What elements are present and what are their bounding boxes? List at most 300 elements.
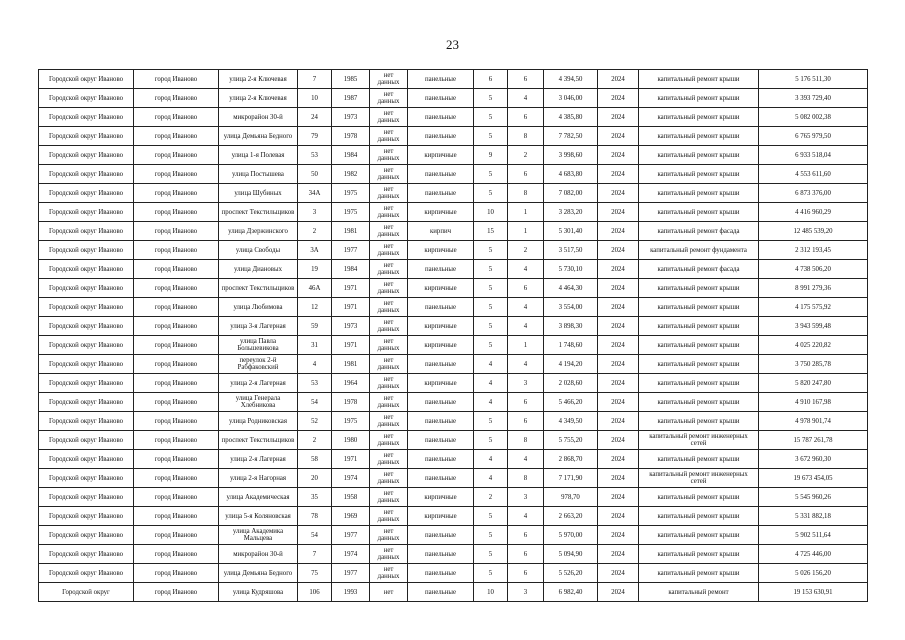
wall-material-cell: кирпичные [408,203,474,222]
wall-material-cell: панельные [408,298,474,317]
table-row [39,583,868,602]
work-type-cell: капитальный ремонт крыши [639,108,759,127]
table-row [39,374,868,393]
entrances-cell: 6 [508,70,544,89]
municipality-cell: Городской округ Иваново [39,70,134,89]
plan-year-cell: 2024 [598,488,639,507]
wall-material-cell: панельные [408,127,474,146]
street-cell: улица Академическая [219,488,298,507]
year-built-cell: 1978 [332,393,370,412]
year-built-cell: 1971 [332,279,370,298]
plan-year-cell: 2024 [598,412,639,431]
settlement-cell: город Иваново [134,469,219,488]
table-row [39,222,868,241]
wall-material-cell: панельные [408,165,474,184]
street-cell: улица Шубиных [219,184,298,203]
area-cell: 1 748,60 [544,336,598,355]
wall-material-cell: панельные [408,450,474,469]
work-type-cell: капитальный ремонт крыши [639,184,759,203]
table-row [39,260,868,279]
entrances-cell: 6 [508,545,544,564]
work-type-cell: капитальный ремонт инженерных сетей [639,469,759,488]
settlement-cell: город Иваново [134,450,219,469]
settlement-cell: город Иваново [134,298,219,317]
work-type-cell: капитальный ремонт крыши [639,412,759,431]
house-number-cell: 19 [298,260,332,279]
plan-year-cell: 2024 [598,241,639,260]
work-type-cell: капитальный ремонт фасада [639,260,759,279]
work-type-cell: капитальный ремонт крыши [639,564,759,583]
table-row [39,393,868,412]
settlement-cell: город Иваново [134,260,219,279]
cost-cell: 2 312 193,45 [759,241,868,260]
municipality-cell: Городской округ Иваново [39,203,134,222]
area-cell: 7 171,90 [544,469,598,488]
table-row [39,431,868,450]
house-number-cell: 46А [298,279,332,298]
year-built-cell: 1980 [332,431,370,450]
cost-cell: 5 176 511,30 [759,70,868,89]
entrances-cell: 4 [508,298,544,317]
street-cell: улица Демьяна Бедного [219,564,298,583]
area-cell: 5 970,00 [544,526,598,545]
area-cell: 4 464,30 [544,279,598,298]
commission-year-cell: нет данных [370,165,408,184]
area-cell: 2 663,20 [544,507,598,526]
commission-year-cell: нет [370,583,408,602]
year-built-cell: 1964 [332,374,370,393]
settlement-cell: город Иваново [134,89,219,108]
commission-year-cell: нет данных [370,241,408,260]
municipality-cell: Городской округ Иваново [39,298,134,317]
settlement-cell: город Иваново [134,564,219,583]
commission-year-cell: нет данных [370,317,408,336]
entrances-cell: 1 [508,222,544,241]
entrances-cell: 4 [508,355,544,374]
commission-year-cell: нет данных [370,488,408,507]
settlement-cell: город Иваново [134,355,219,374]
cost-cell: 6 873 376,00 [759,184,868,203]
settlement-cell: город Иваново [134,317,219,336]
plan-year-cell: 2024 [598,184,639,203]
entrances-cell: 8 [508,431,544,450]
floors-cell: 5 [474,298,508,317]
floors-cell: 5 [474,127,508,146]
commission-year-cell: нет данных [370,127,408,146]
work-type-cell: капитальный ремонт крыши [639,165,759,184]
street-cell: улица Демьяна Бедного [219,127,298,146]
settlement-cell: город Иваново [134,165,219,184]
municipality-cell: Городской округ Иваново [39,469,134,488]
municipality-cell: Городской округ Иваново [39,279,134,298]
plan-year-cell: 2024 [598,70,639,89]
house-number-cell: 54 [298,526,332,545]
plan-year-cell: 2024 [598,450,639,469]
plan-year-cell: 2024 [598,127,639,146]
municipality-cell: Городской округ Иваново [39,393,134,412]
year-built-cell: 1975 [332,412,370,431]
plan-year-cell: 2024 [598,393,639,412]
house-number-cell: 52 [298,412,332,431]
street-cell: улица 2-я Лагерная [219,374,298,393]
year-built-cell: 1987 [332,89,370,108]
street-cell: переулок 2-й Рабфаковский [219,355,298,374]
house-number-cell: 50 [298,165,332,184]
work-type-cell: капитальный ремонт крыши [639,507,759,526]
table-row [39,165,868,184]
area-cell: 6 982,40 [544,583,598,602]
wall-material-cell: панельные [408,70,474,89]
commission-year-cell: нет данных [370,108,408,127]
municipality-cell: Городской округ Иваново [39,564,134,583]
area-cell: 7 082,00 [544,184,598,203]
year-built-cell: 1977 [332,241,370,260]
work-type-cell: капитальный ремонт инженерных сетей [639,431,759,450]
street-cell: улица 1-я Полевая [219,146,298,165]
cost-cell: 4 553 611,60 [759,165,868,184]
cost-cell: 5 082 002,38 [759,108,868,127]
area-cell: 3 898,30 [544,317,598,336]
commission-year-cell: нет данных [370,70,408,89]
area-cell: 3 517,50 [544,241,598,260]
work-type-cell: капитальный ремонт фундамента [639,241,759,260]
entrances-cell: 1 [508,203,544,222]
commission-year-cell: нет данных [370,336,408,355]
cost-cell: 4 025 220,82 [759,336,868,355]
plan-year-cell: 2024 [598,222,639,241]
house-number-cell: 78 [298,507,332,526]
cost-cell: 4 738 506,20 [759,260,868,279]
plan-year-cell: 2024 [598,431,639,450]
municipality-cell: Городской округ Иваново [39,526,134,545]
table-row [39,298,868,317]
house-number-cell: 59 [298,317,332,336]
work-type-cell: капитальный ремонт крыши [639,146,759,165]
floors-cell: 5 [474,165,508,184]
entrances-cell: 4 [508,450,544,469]
plan-year-cell: 2024 [598,507,639,526]
commission-year-cell: нет данных [370,146,408,165]
table-row [39,70,868,89]
area-cell: 3 554,00 [544,298,598,317]
area-cell: 4 394,50 [544,70,598,89]
entrances-cell: 1 [508,336,544,355]
cost-cell: 8 991 279,36 [759,279,868,298]
cost-cell: 4 416 960,29 [759,203,868,222]
table-row [39,336,868,355]
wall-material-cell: кирпичные [408,317,474,336]
table-row [39,488,868,507]
entrances-cell: 8 [508,184,544,203]
house-number-cell: 2 [298,431,332,450]
street-cell: улица Родниковская [219,412,298,431]
entrances-cell: 6 [508,412,544,431]
cost-cell: 5 331 882,18 [759,507,868,526]
street-cell: улица Любимова [219,298,298,317]
house-number-cell: 53 [298,146,332,165]
commission-year-cell: нет данных [370,412,408,431]
municipality-cell: Городской округ [39,583,134,602]
entrances-cell: 8 [508,469,544,488]
floors-cell: 5 [474,184,508,203]
entrances-cell: 4 [508,260,544,279]
plan-year-cell: 2024 [598,564,639,583]
street-cell: улица Академика Мальцева [219,526,298,545]
commission-year-cell: нет данных [370,222,408,241]
wall-material-cell: кирпич [408,222,474,241]
house-number-cell: 34А [298,184,332,203]
house-number-cell: 35 [298,488,332,507]
plan-year-cell: 2024 [598,583,639,602]
wall-material-cell: панельные [408,260,474,279]
table-row [39,507,868,526]
wall-material-cell: панельные [408,583,474,602]
house-number-cell: 12 [298,298,332,317]
work-type-cell: капитальный ремонт крыши [639,127,759,146]
entrances-cell: 6 [508,279,544,298]
municipality-cell: Городской округ Иваново [39,241,134,260]
cost-cell: 3 672 960,30 [759,450,868,469]
plan-year-cell: 2024 [598,317,639,336]
municipality-cell: Городской округ Иваново [39,146,134,165]
table-row [39,545,868,564]
cost-cell: 3 943 599,48 [759,317,868,336]
settlement-cell: город Иваново [134,279,219,298]
municipality-cell: Городской округ Иваново [39,260,134,279]
street-cell: улица Диановых [219,260,298,279]
floors-cell: 4 [474,450,508,469]
municipality-cell: Городской округ Иваново [39,127,134,146]
year-built-cell: 1993 [332,583,370,602]
street-cell: улица Кудряшова [219,583,298,602]
table-row [39,355,868,374]
floors-cell: 4 [474,355,508,374]
entrances-cell: 4 [508,507,544,526]
year-built-cell: 1982 [332,165,370,184]
wall-material-cell: кирпичные [408,279,474,298]
floors-cell: 4 [474,393,508,412]
plan-year-cell: 2024 [598,165,639,184]
table-row [39,184,868,203]
street-cell: микрорайон 30-й [219,108,298,127]
settlement-cell: город Иваново [134,108,219,127]
street-cell: улица 2-я Ключевая [219,89,298,108]
wall-material-cell: панельные [408,89,474,108]
year-built-cell: 1977 [332,526,370,545]
floors-cell: 5 [474,545,508,564]
year-built-cell: 1974 [332,469,370,488]
table-row [39,317,868,336]
floors-cell: 5 [474,507,508,526]
municipality-cell: Городской округ Иваново [39,450,134,469]
area-cell: 5 730,10 [544,260,598,279]
street-cell: улица 2-я Лагерная [219,450,298,469]
area-cell: 3 046,00 [544,89,598,108]
commission-year-cell: нет данных [370,507,408,526]
municipality-cell: Городской округ Иваново [39,108,134,127]
street-cell: улица Дзержинского [219,222,298,241]
municipality-cell: Городской округ Иваново [39,165,134,184]
house-number-cell: 54 [298,393,332,412]
street-cell: проспект Текстильщиков [219,203,298,222]
municipality-cell: Городской округ Иваново [39,336,134,355]
floors-cell: 4 [474,469,508,488]
plan-year-cell: 2024 [598,279,639,298]
floors-cell: 5 [474,317,508,336]
settlement-cell: город Иваново [134,146,219,165]
cost-cell: 4 725 446,00 [759,545,868,564]
settlement-cell: город Иваново [134,127,219,146]
street-cell: улица 2-я Ключевая [219,70,298,89]
municipality-cell: Городской округ Иваново [39,222,134,241]
floors-cell: 5 [474,526,508,545]
street-cell: улица Постышева [219,165,298,184]
commission-year-cell: нет данных [370,545,408,564]
street-cell: улица 3-я Лагерная [219,317,298,336]
register-body [39,70,868,602]
municipality-cell: Городской округ Иваново [39,412,134,431]
plan-year-cell: 2024 [598,374,639,393]
cost-cell: 19 673 454,05 [759,469,868,488]
house-number-cell: 53 [298,374,332,393]
plan-year-cell: 2024 [598,260,639,279]
settlement-cell: город Иваново [134,488,219,507]
commission-year-cell: нет данных [370,469,408,488]
work-type-cell: капитальный ремонт крыши [639,488,759,507]
entrances-cell: 6 [508,393,544,412]
house-number-cell: 31 [298,336,332,355]
cost-cell: 5 026 156,20 [759,564,868,583]
year-built-cell: 1958 [332,488,370,507]
floors-cell: 5 [474,89,508,108]
street-cell: улица Генерала Хлебникова [219,393,298,412]
house-number-cell: 7 [298,70,332,89]
floors-cell: 6 [474,70,508,89]
wall-material-cell: панельные [408,564,474,583]
table-row [39,241,868,260]
commission-year-cell: нет данных [370,526,408,545]
commission-year-cell: нет данных [370,260,408,279]
settlement-cell: город Иваново [134,203,219,222]
commission-year-cell: нет данных [370,393,408,412]
area-cell: 7 782,50 [544,127,598,146]
commission-year-cell: нет данных [370,279,408,298]
cost-cell: 12 485 539,20 [759,222,868,241]
year-built-cell: 1973 [332,108,370,127]
municipality-cell: Городской округ Иваново [39,184,134,203]
street-cell: проспект Текстильщиков [219,279,298,298]
area-cell: 4 194,20 [544,355,598,374]
entrances-cell: 3 [508,374,544,393]
year-built-cell: 1978 [332,127,370,146]
cost-cell: 4 978 901,74 [759,412,868,431]
wall-material-cell: панельные [408,469,474,488]
table-row [39,108,868,127]
work-type-cell: капитальный ремонт крыши [639,203,759,222]
plan-year-cell: 2024 [598,469,639,488]
plan-year-cell: 2024 [598,355,639,374]
area-cell: 3 998,60 [544,146,598,165]
table-row [39,526,868,545]
year-built-cell: 1971 [332,450,370,469]
house-number-cell: 2 [298,222,332,241]
table-row [39,450,868,469]
table-row [39,564,868,583]
settlement-cell: город Иваново [134,526,219,545]
year-built-cell: 1974 [332,545,370,564]
area-cell: 3 283,20 [544,203,598,222]
wall-material-cell: кирпичные [408,507,474,526]
cost-cell: 6 933 518,04 [759,146,868,165]
house-number-cell: 58 [298,450,332,469]
wall-material-cell: кирпичные [408,146,474,165]
plan-year-cell: 2024 [598,526,639,545]
floors-cell: 5 [474,279,508,298]
plan-year-cell: 2024 [598,298,639,317]
work-type-cell: капитальный ремонт крыши [639,374,759,393]
cost-cell: 5 820 247,80 [759,374,868,393]
cost-cell: 5 545 960,26 [759,488,868,507]
house-number-cell: 7 [298,545,332,564]
year-built-cell: 1977 [332,564,370,583]
plan-year-cell: 2024 [598,146,639,165]
area-cell: 4 349,50 [544,412,598,431]
house-number-cell: 20 [298,469,332,488]
plan-year-cell: 2024 [598,203,639,222]
work-type-cell: капитальный ремонт крыши [639,355,759,374]
entrances-cell: 6 [508,526,544,545]
wall-material-cell: панельные [408,184,474,203]
year-built-cell: 1985 [332,70,370,89]
settlement-cell: город Иваново [134,583,219,602]
house-number-cell: 3 [298,203,332,222]
house-number-cell: 106 [298,583,332,602]
entrances-cell: 4 [508,89,544,108]
work-type-cell: капитальный ремонт крыши [639,70,759,89]
street-cell: улица Свободы [219,241,298,260]
work-type-cell: капитальный ремонт крыши [639,336,759,355]
wall-material-cell: панельные [408,412,474,431]
street-cell: улица Павла Большевикова [219,336,298,355]
floors-cell: 5 [474,241,508,260]
entrances-cell: 6 [508,108,544,127]
municipality-cell: Городской округ Иваново [39,89,134,108]
street-cell: улица 5-я Коляновская [219,507,298,526]
floors-cell: 10 [474,583,508,602]
street-cell: микрорайон 30-й [219,545,298,564]
plan-year-cell: 2024 [598,545,639,564]
floors-cell: 4 [474,374,508,393]
floors-cell: 5 [474,412,508,431]
area-cell: 2 868,70 [544,450,598,469]
commission-year-cell: нет данных [370,431,408,450]
settlement-cell: город Иваново [134,393,219,412]
wall-material-cell: панельные [408,355,474,374]
year-built-cell: 1975 [332,184,370,203]
area-cell: 978,70 [544,488,598,507]
plan-year-cell: 2024 [598,89,639,108]
house-number-cell: 75 [298,564,332,583]
entrances-cell: 8 [508,127,544,146]
work-type-cell: капитальный ремонт крыши [639,317,759,336]
municipality-cell: Городской округ Иваново [39,374,134,393]
wall-material-cell: кирпичные [408,336,474,355]
floors-cell: 10 [474,203,508,222]
settlement-cell: город Иваново [134,545,219,564]
work-type-cell: капитальный ремонт фасада [639,222,759,241]
area-cell: 5 301,40 [544,222,598,241]
cost-cell: 6 765 979,50 [759,127,868,146]
